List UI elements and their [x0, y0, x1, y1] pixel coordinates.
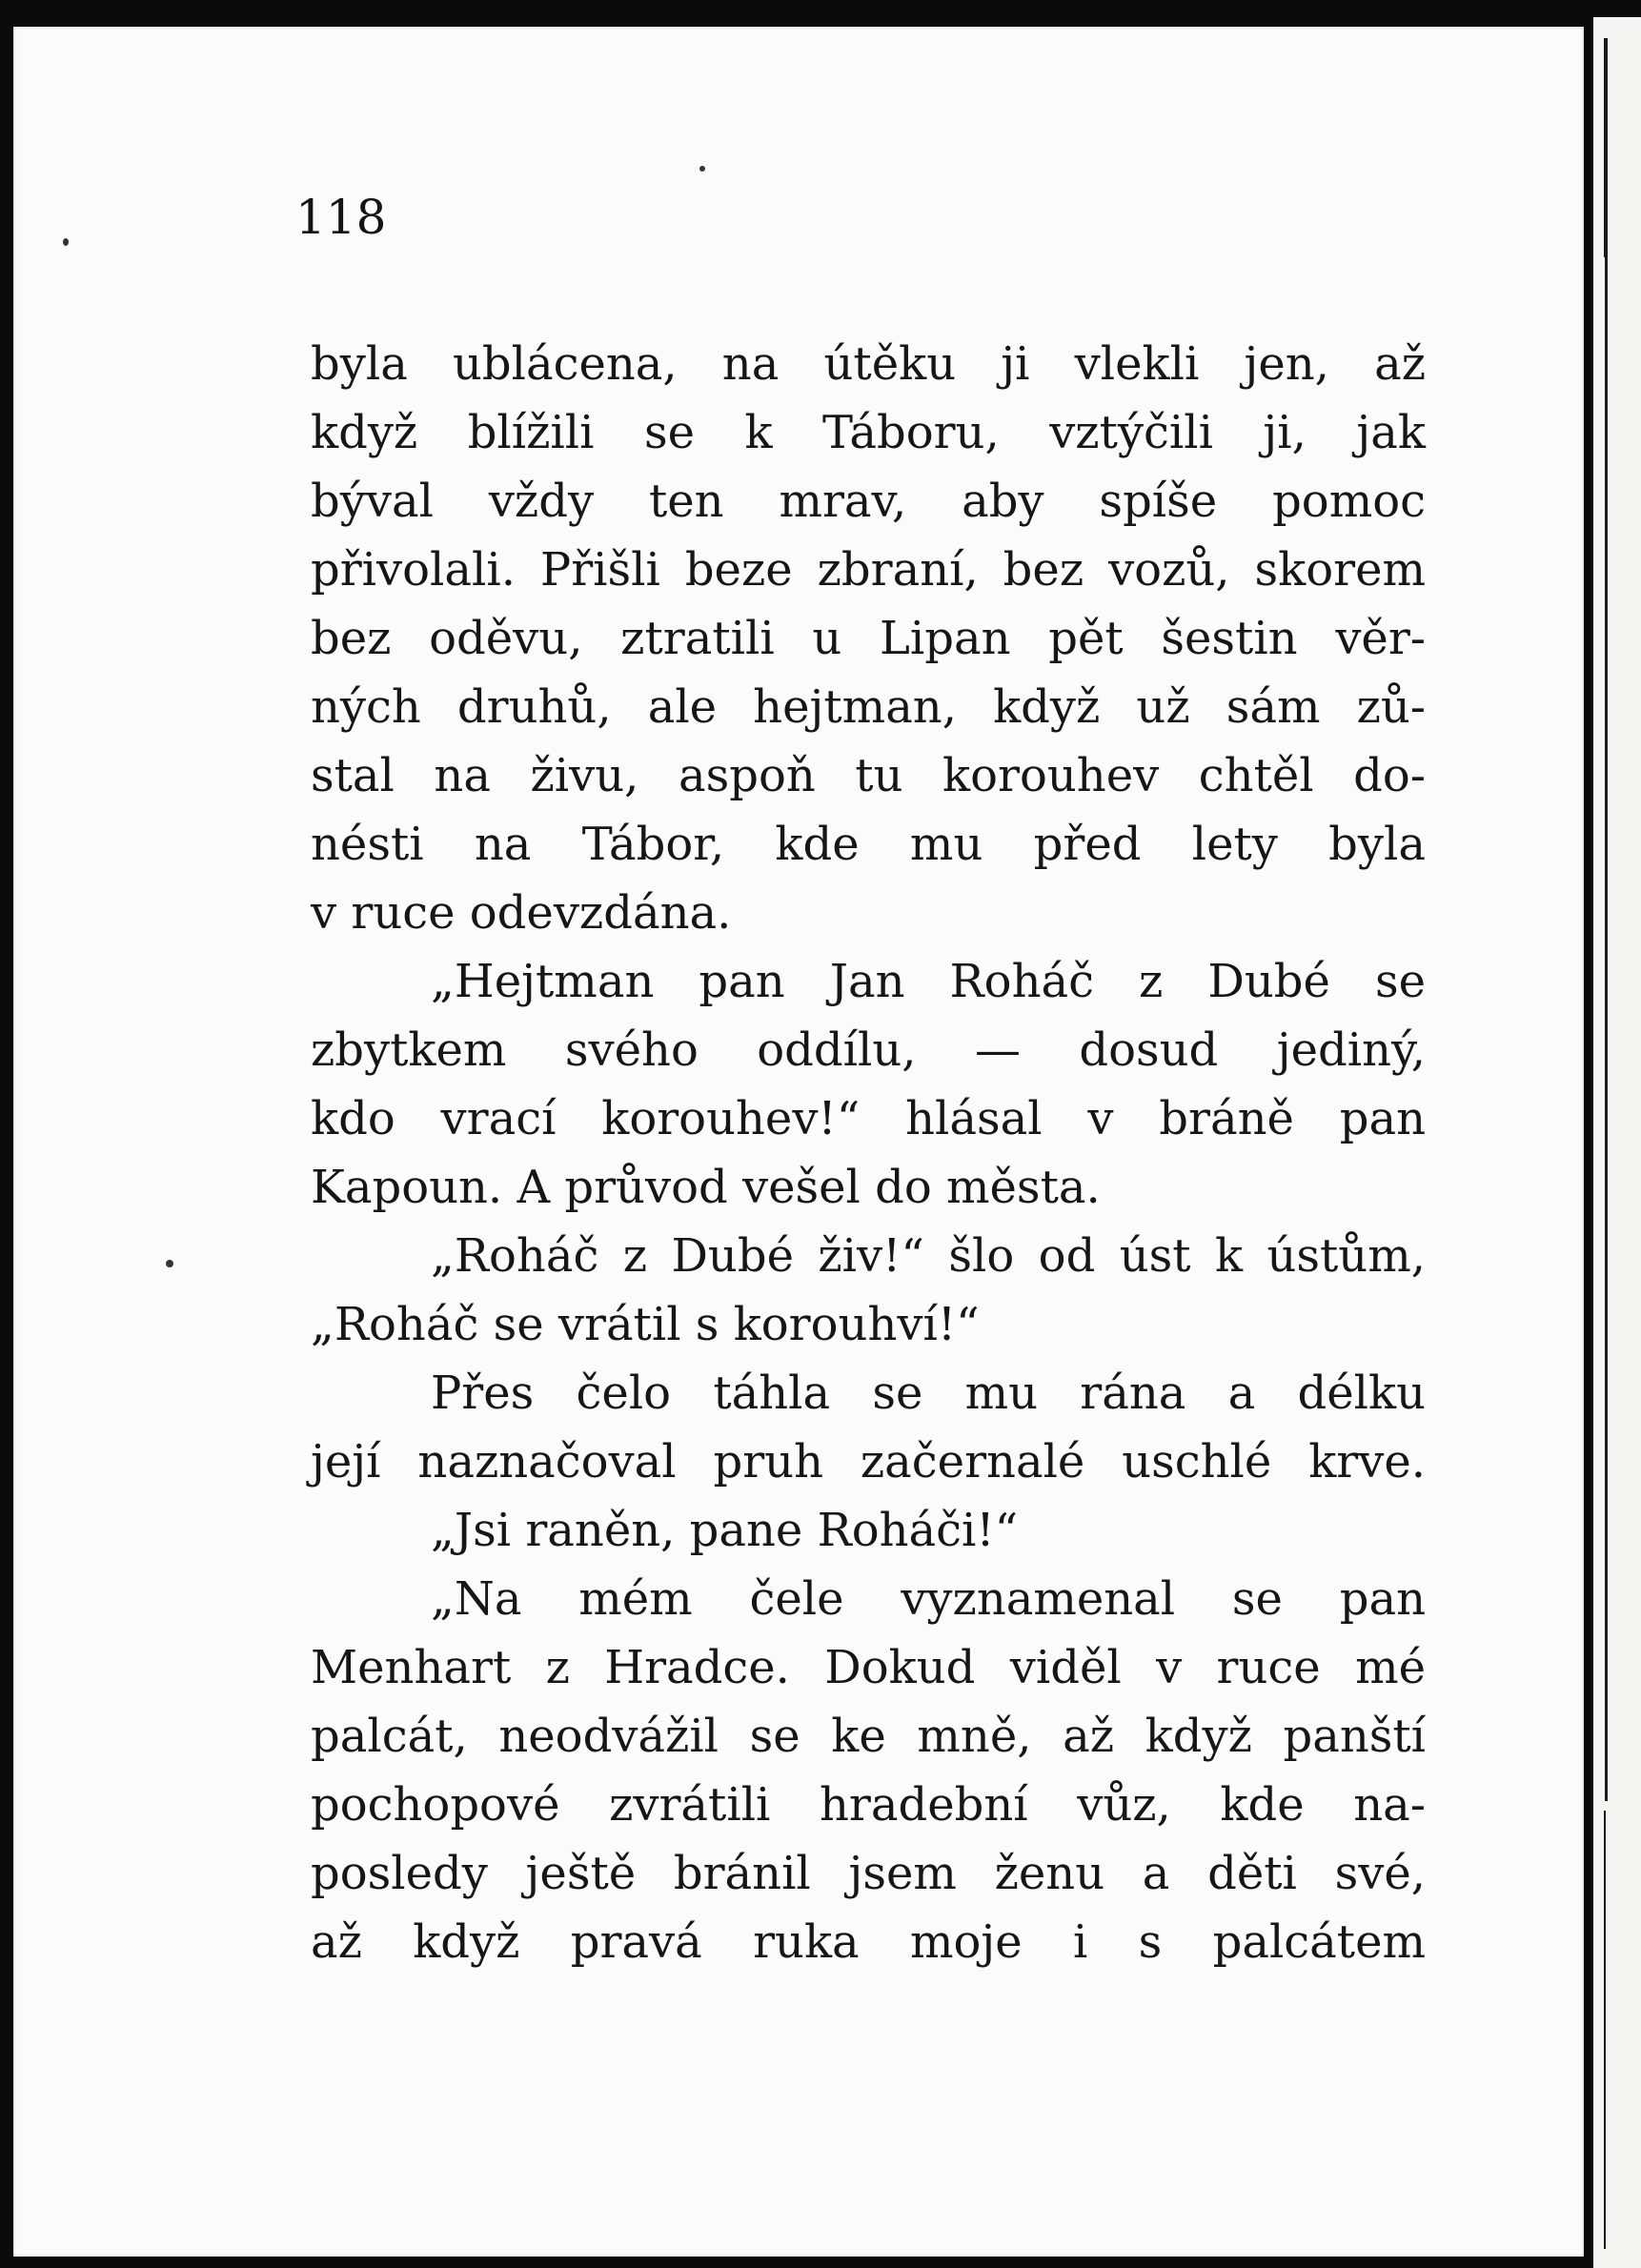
text-line: ných druhů, ale hejtman, když už sám zů-	[311, 680, 1426, 734]
text-line: palcát, neodvážil se ke mně, až když panští	[311, 1710, 1426, 1763]
scan-speck	[166, 1260, 173, 1267]
page-gutter-line	[1605, 257, 1608, 1801]
text-line: když blížili se k Táboru, vztýčili ji, jak	[311, 406, 1426, 459]
text-line: pochopové zvrátili hradební vůz, kde na-	[311, 1778, 1426, 1832]
text-line: „Hejtman pan Jan Roháč z Dubé se	[431, 955, 1426, 1008]
book-page	[13, 27, 1584, 2257]
text-line: stal na živu, aspoň tu korouhev chtěl do-	[311, 749, 1426, 802]
text-line: „Jsi raněn, pane Roháči!“	[431, 1504, 1019, 1557]
page-number: 118	[295, 190, 387, 245]
text-line: její naznačoval pruh začernalé uschlé krve.	[311, 1435, 1426, 1488]
scan-speck	[63, 238, 69, 246]
text-line: „Roháč se vrátil s korouhví!“	[311, 1298, 980, 1351]
scan-speck	[699, 166, 705, 172]
text-line: nésti na Tábor, kde mu před lety byla	[311, 818, 1426, 871]
text-line: Přes čelo táhla se mu rána a délku	[431, 1367, 1426, 1420]
page-gutter-line	[1604, 1811, 1606, 2249]
text-line: přivolali. Přišli beze zbraní, bez vozů, skorem	[311, 543, 1426, 597]
text-line: Menhart z Hradce. Dokud viděl v ruce mé	[311, 1641, 1426, 1694]
text-line: kdo vrací korouhev!“ hlásal v bráně pan	[311, 1092, 1426, 1145]
text-line: byla ublácena, na útěku ji vlekli jen, až	[311, 337, 1426, 391]
text-line: posledy ještě bránil jsem ženu a děti své,	[311, 1847, 1426, 1900]
adjacent-page-edge	[1593, 17, 1641, 2268]
text-line: až když pravá ruka moje i s palcátem	[311, 1915, 1426, 1969]
text-line: bez oděvu, ztratili u Lipan pět šestin věr-	[311, 612, 1426, 665]
text-line: býval vždy ten mrav, aby spíše pomoc	[311, 475, 1426, 528]
text-line: Kapoun. A průvod vešel do města.	[311, 1161, 1101, 1214]
body-text	[311, 330, 1426, 1976]
text-line: v ruce odevzdána.	[311, 886, 732, 940]
page-gutter-line	[1604, 38, 1608, 257]
text-line: zbytkem svého oddílu, — dosud jediný,	[311, 1023, 1426, 1077]
text-line: „Roháč z Dubé živ!“ šlo od úst k ústům,	[431, 1229, 1426, 1283]
text-line: „Na mém čele vyznamenal se pan	[431, 1572, 1426, 1626]
